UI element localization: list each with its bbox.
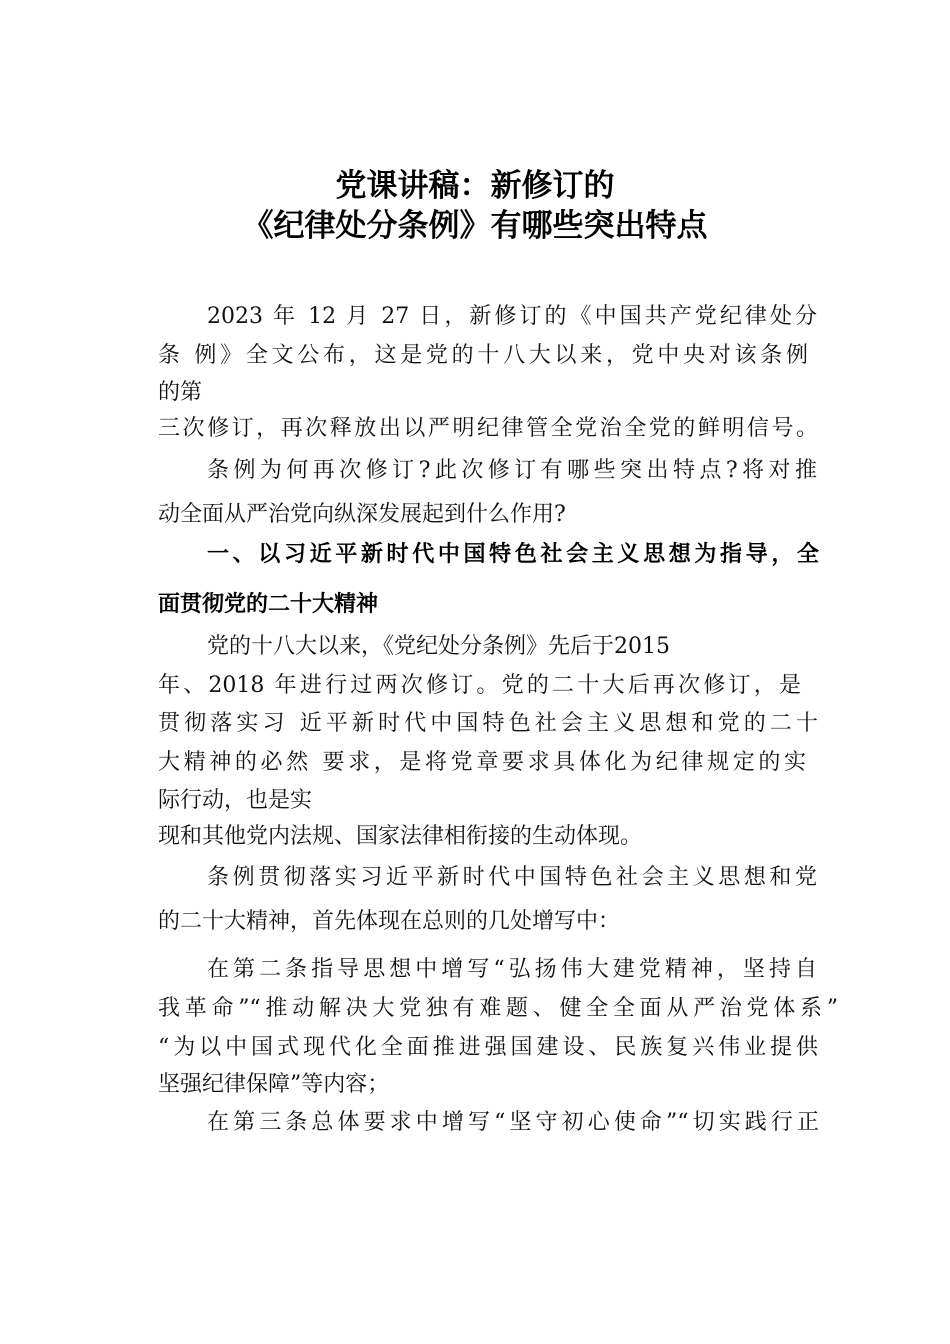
paragraph-line: “为以中国式现代化全面推进强国建设、民族复兴伟业提供 [158,1035,818,1060]
paragraph-line: 坚强纪律保障”等内容； [158,1072,390,1097]
paragraph-line: 贯彻落实习 近平新时代中国特色社会主义思想和党的二十 [158,711,818,736]
paragraph-line: 的二十大精神，首先体现在总则的几处增写中： [158,909,621,934]
paragraph-line: 大精神的必然 要求，是将党章要求具体化为纪律规定的实 [158,750,806,775]
paragraph-line: 年、2018 年进行过两次修订。党的二十大后再次修订，是 [158,673,801,698]
paragraph-line: 2023 年 12 月 27 日，新修订的《中国共产党纪律处分 [207,304,817,329]
paragraph-line: 条例为何再次修订?此次修订有哪些突出特点?将对推 [207,458,817,483]
section-heading-line: 面贯彻党的二十大精神 [158,592,379,617]
paragraph-line: 党的十八大以来，《党纪处分条例》先后于2015 [207,634,670,659]
paragraph-line: 条例贯彻落实习近平新时代中国特色社会主义思想和党 [207,865,817,890]
paragraph-line: 条 例》全文公布，这是党的十八大以来，党中央对该条例 [158,343,808,368]
paragraph-line: 的第 [158,380,203,405]
paragraph-line: 我革命”“推动解决大党独有难题、健全全面从严治党体系” [158,996,838,1021]
paragraph-line: 际行动，也是实 [158,788,313,813]
section-heading-line: 一、以习近平新时代中国特色社会主义思想为指导，全 [207,542,819,567]
paragraph-line: 在第二条指导思想中增写“弘扬伟大建党精神，坚持自 [207,957,817,982]
document-title-line-1: 党课讲稿：新修订的 [335,168,615,204]
paragraph-line: 三次修订，再次释放出以严明纪律管全党治全党的鲜明信号。 [158,416,818,441]
document-title-line-2: 《纪律处分条例》有哪些突出特点 [242,208,708,244]
paragraph-line: 在第三条总体要求中增写“坚守初心使命”“切实践行正 [207,1110,819,1135]
paragraph-line: 动全面从严治党向纵深发展起到什么作用? [158,502,566,527]
paragraph-line: 现和其他党内法规、国家法律相衔接的生动体现。 [158,824,643,849]
